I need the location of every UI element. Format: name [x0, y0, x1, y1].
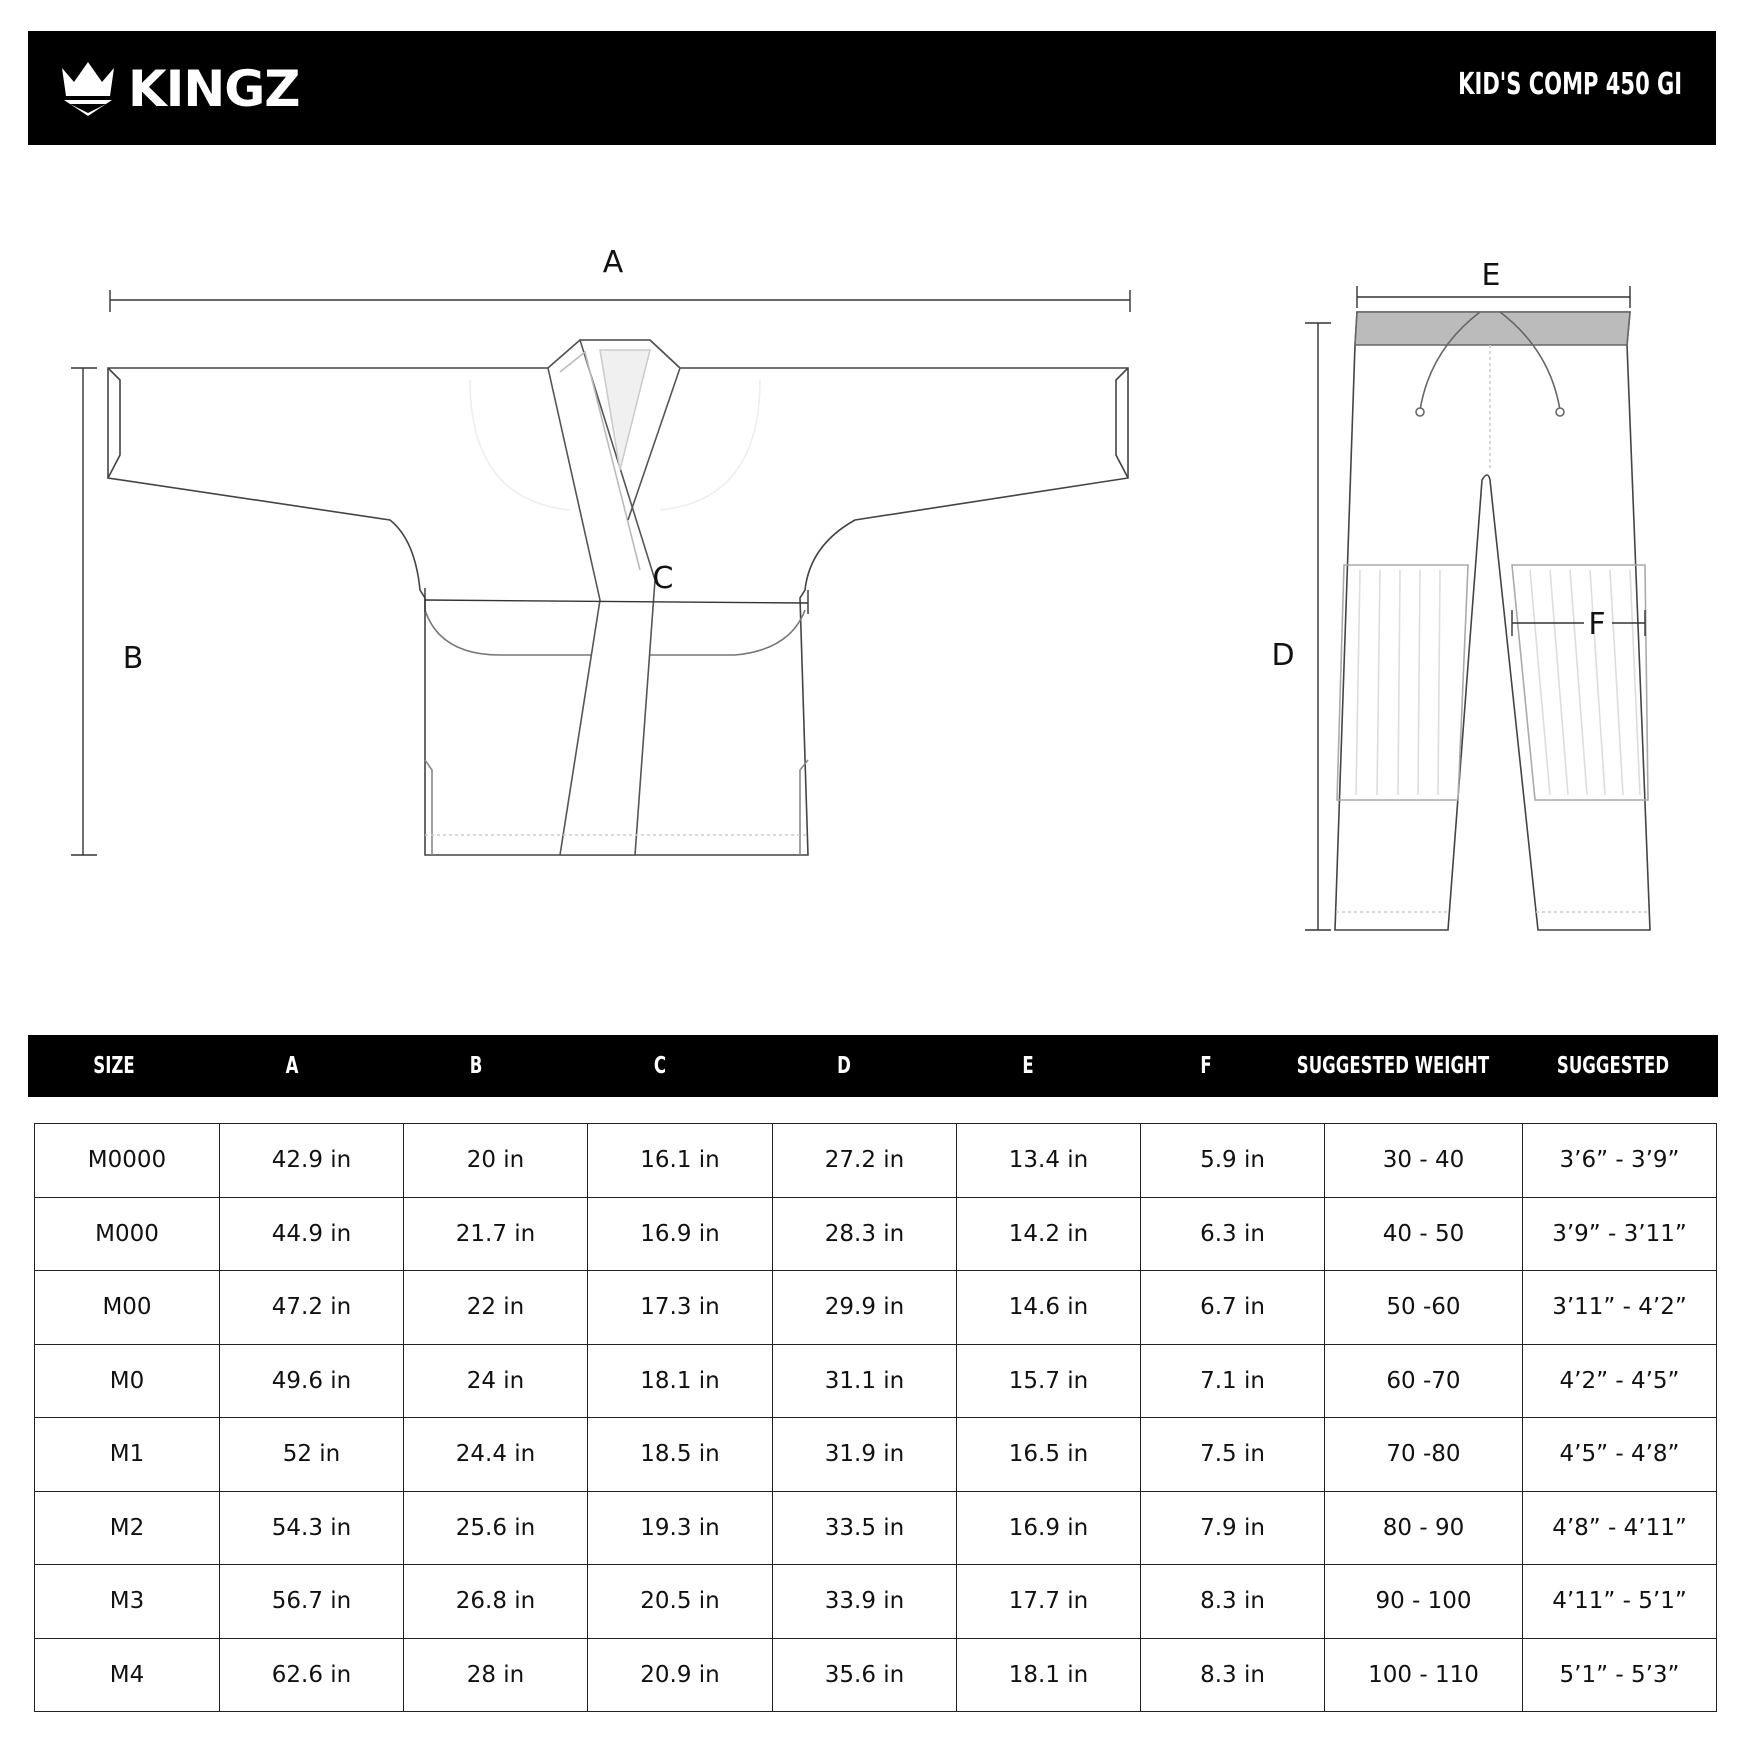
cell-a: 56.7 in — [220, 1565, 404, 1639]
cell-e: 17.7 in — [957, 1565, 1141, 1639]
cell-e: 13.4 in — [957, 1124, 1141, 1198]
cell-size: M0000 — [35, 1124, 220, 1198]
cell-c: 19.3 in — [588, 1491, 773, 1565]
cell-size: M1 — [35, 1418, 220, 1492]
cell-height: 4’2” - 4’5” — [1523, 1344, 1717, 1418]
cell-weight: 70 -80 — [1325, 1418, 1523, 1492]
cell-size: M4 — [35, 1638, 220, 1712]
cell-height: 5’1” - 5’3” — [1523, 1638, 1717, 1712]
cell-b: 21.7 in — [404, 1197, 588, 1271]
cell-b: 28 in — [404, 1638, 588, 1712]
cell-d: 35.6 in — [773, 1638, 957, 1712]
cell-size: M3 — [35, 1565, 220, 1639]
column-header-weight: SUGGESTED WEIGHT (LBS) — [1296, 1053, 1490, 1141]
column-header-d: D — [837, 1053, 851, 1079]
header-bar — [28, 31, 1716, 145]
table-row — [35, 1271, 1717, 1345]
cell-weight: 90 - 100 — [1325, 1565, 1523, 1639]
cell-height: 3’6” - 3’9” — [1523, 1124, 1717, 1198]
cell-c: 18.1 in — [588, 1344, 773, 1418]
size-table — [34, 1123, 1717, 1712]
cell-f: 7.5 in — [1141, 1418, 1325, 1492]
cell-a: 42.9 in — [220, 1124, 404, 1198]
cell-f: 6.3 in — [1141, 1197, 1325, 1271]
column-header-c: C — [653, 1053, 667, 1079]
cell-e: 14.6 in — [957, 1271, 1141, 1345]
cell-f: 7.9 in — [1141, 1491, 1325, 1565]
cell-d: 31.1 in — [773, 1344, 957, 1418]
cell-d: 29.9 in — [773, 1271, 957, 1345]
cell-height: 4’5” - 4’8” — [1523, 1418, 1717, 1492]
brand-wordmark: KINGZ — [128, 60, 300, 118]
cell-f: 8.3 in — [1141, 1565, 1325, 1639]
cell-size: M0 — [35, 1344, 220, 1418]
cell-d: 33.5 in — [773, 1491, 957, 1565]
cell-a: 44.9 in — [220, 1197, 404, 1271]
cell-height: 4’11” - 5’1” — [1523, 1565, 1717, 1639]
label-c: C — [652, 561, 674, 596]
cell-a: 52 in — [220, 1418, 404, 1492]
cell-d: 28.3 in — [773, 1197, 957, 1271]
cell-d: 33.9 in — [773, 1565, 957, 1639]
table-row — [35, 1124, 1717, 1198]
cell-a: 47.2 in — [220, 1271, 404, 1345]
cell-height: 4’8” - 4’11” — [1523, 1491, 1717, 1565]
cell-c: 20.9 in — [588, 1638, 773, 1712]
cell-c: 20.5 in — [588, 1565, 773, 1639]
measurement-diagram — [0, 200, 1744, 960]
table-row — [35, 1344, 1717, 1418]
cell-weight: 60 -70 — [1325, 1344, 1523, 1418]
table-row — [35, 1197, 1717, 1271]
dimension-b — [71, 368, 97, 855]
cell-c: 16.1 in — [588, 1124, 773, 1198]
cell-weight: 50 -60 — [1325, 1271, 1523, 1345]
dimension-a — [110, 290, 1130, 312]
cell-a: 49.6 in — [220, 1344, 404, 1418]
crown-icon — [60, 60, 116, 118]
gi-jacket-drawing — [108, 340, 1128, 855]
cell-b: 20 in — [404, 1124, 588, 1198]
table-row — [35, 1418, 1717, 1492]
cell-f: 7.1 in — [1141, 1344, 1325, 1418]
cell-b: 24 in — [404, 1344, 588, 1418]
cell-weight: 40 - 50 — [1325, 1197, 1523, 1271]
cell-d: 31.9 in — [773, 1418, 957, 1492]
cell-height: 3’9” - 3’11” — [1523, 1197, 1717, 1271]
product-title: KID'S COMP 450 GI — [1458, 67, 1682, 102]
cell-f: 8.3 in — [1141, 1638, 1325, 1712]
cell-e: 14.2 in — [957, 1197, 1141, 1271]
cell-d: 27.2 in — [773, 1124, 957, 1198]
cell-weight: 80 - 90 — [1325, 1491, 1523, 1565]
cell-f: 6.7 in — [1141, 1271, 1325, 1345]
column-header-size: SIZE — [93, 1053, 135, 1079]
dimension-d — [1305, 323, 1331, 930]
label-a: A — [602, 245, 624, 280]
cell-b: 25.6 in — [404, 1491, 588, 1565]
column-header-b: B — [469, 1053, 483, 1079]
column-header-a: A — [285, 1053, 299, 1079]
table-row — [35, 1491, 1717, 1565]
cell-f: 5.9 in — [1141, 1124, 1325, 1198]
label-e: E — [1481, 258, 1501, 293]
size-table-header — [28, 1035, 1718, 1141]
cell-c: 17.3 in — [588, 1271, 773, 1345]
cell-c: 16.9 in — [588, 1197, 773, 1271]
cell-e: 15.7 in — [957, 1344, 1141, 1418]
cell-weight: 30 - 40 — [1325, 1124, 1523, 1198]
cell-b: 22 in — [404, 1271, 588, 1345]
cell-a: 62.6 in — [220, 1638, 404, 1712]
cell-weight: 100 - 110 — [1325, 1638, 1523, 1712]
label-d: D — [1271, 638, 1295, 673]
cell-size: M000 — [35, 1197, 220, 1271]
label-b: B — [122, 641, 144, 676]
cell-b: 26.8 in — [404, 1565, 588, 1639]
brand-logo — [60, 59, 300, 119]
cell-e: 18.1 in — [957, 1638, 1141, 1712]
table-row — [35, 1638, 1717, 1712]
cell-e: 16.5 in — [957, 1418, 1141, 1492]
column-header-f: F — [1200, 1053, 1212, 1079]
cell-e: 16.9 in — [957, 1491, 1141, 1565]
column-header-height: SUGGESTED HIGHT — [1556, 1053, 1670, 1141]
cell-a: 54.3 in — [220, 1491, 404, 1565]
cell-size: M00 — [35, 1271, 220, 1345]
label-f: F — [1588, 607, 1606, 642]
table-row — [35, 1565, 1717, 1639]
cell-c: 18.5 in — [588, 1418, 773, 1492]
column-header-e: E — [1022, 1053, 1034, 1079]
cell-b: 24.4 in — [404, 1418, 588, 1492]
cell-size: M2 — [35, 1491, 220, 1565]
cell-height: 3’11” - 4’2” — [1523, 1271, 1717, 1345]
